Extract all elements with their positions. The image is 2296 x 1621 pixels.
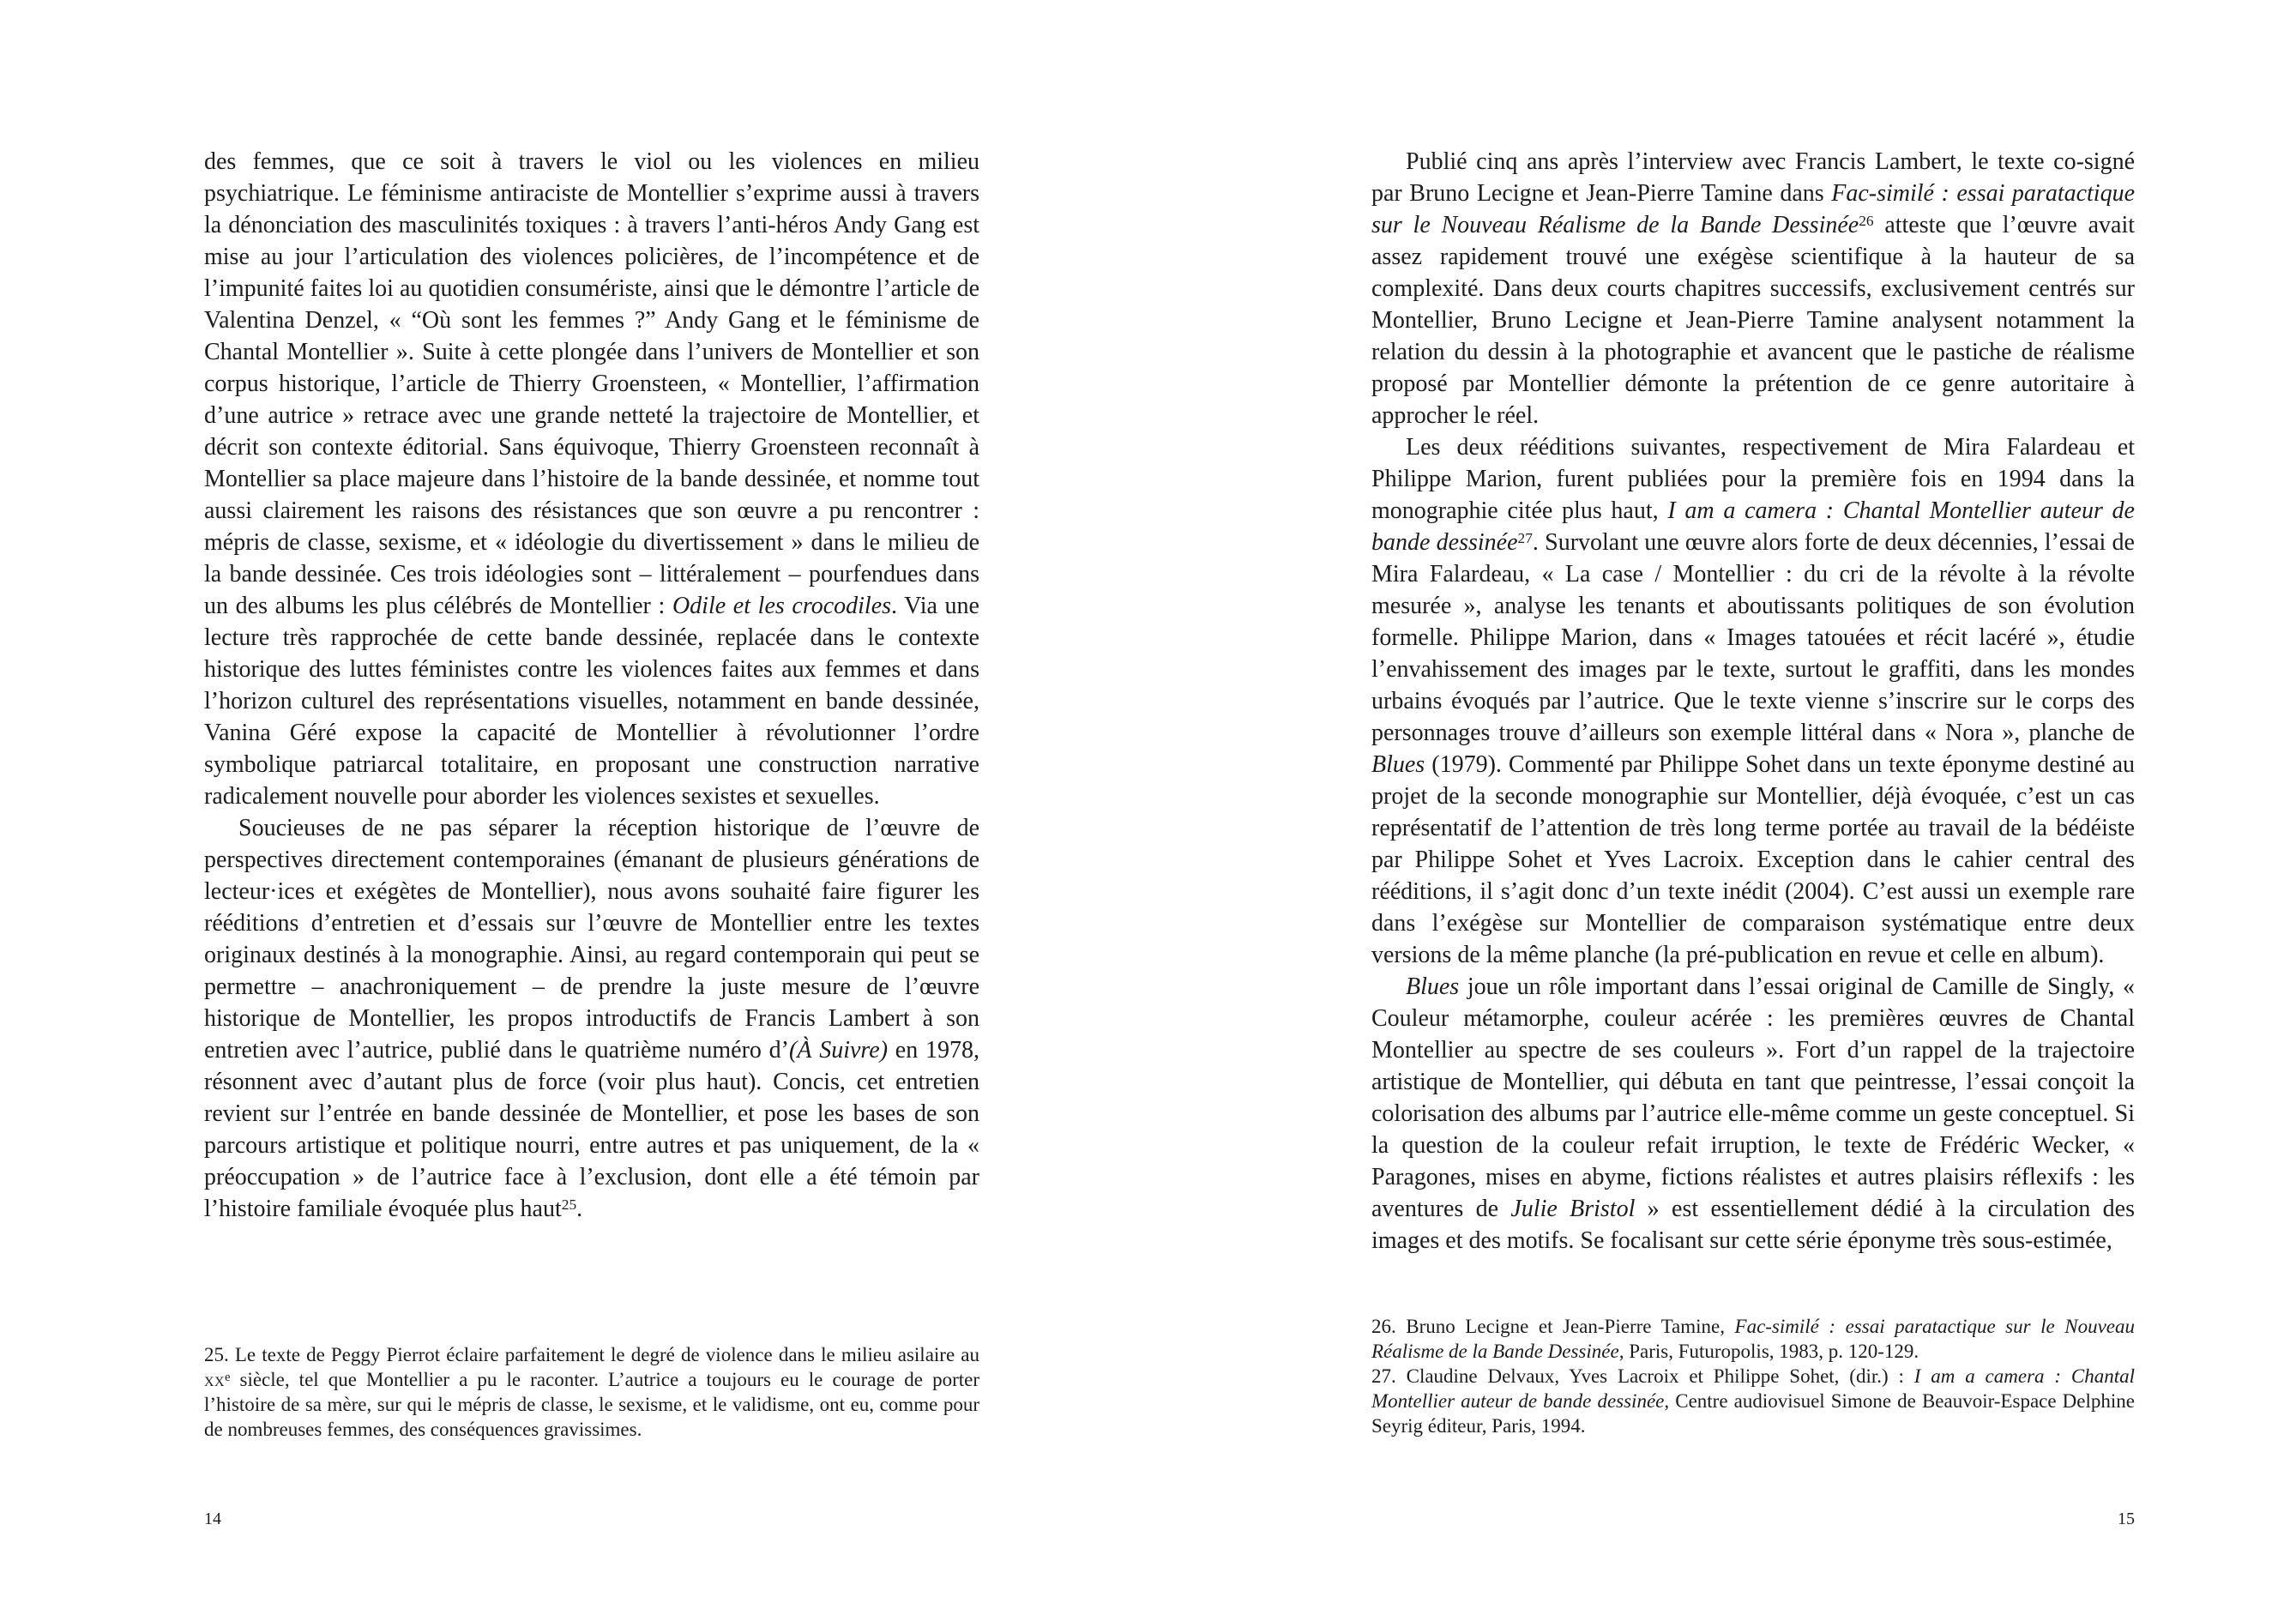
text-segment: . xyxy=(576,1196,583,1222)
page-right-body-text xyxy=(1371,146,2135,1256)
page-left-body-text xyxy=(204,146,979,1225)
text-segment: atteste que l’œuvre avait assez rapidement trouvé une exégèse scientifique à la hauteur de sa complexité. Dans deux courts chapitres successifs, exclusivement centrés sur Montellier, Bruno Lecigne et Jean-Pierre Tamine analysent notamment la relation du dessin à la photographie et avancent que le pastiche de réalisme proposé par Montellier démonte la prétention de ce genre autoritaire à approcher le réel. xyxy=(1371,212,2136,429)
text-segment: Fac-similé : essai paratactique sur le Nouveau Réalisme de la Bande Dessinée xyxy=(1371,180,2136,238)
text-segment: en 1978, résonnent avec d’autant plus de force (voir plus haut). Concis, cet entretien revient sur l’entrée en bande dessinée de Montellier, et pose les bases de son parcours artistique et politique nourri, entre autres et pas uniquement, de la « préoccupation » de l’autrice face à l’exclusion, dont elle a été témoin par l’histoire familiale évoquée plus haut xyxy=(204,1037,979,1222)
body-paragraph xyxy=(1371,431,2135,971)
page-right-footnotes xyxy=(1371,1314,2135,1438)
footnote xyxy=(204,1342,979,1442)
footnote xyxy=(1371,1364,2135,1438)
footnote-reference: e xyxy=(225,1370,231,1384)
text-segment: (À Suivre) xyxy=(789,1037,889,1064)
footnote-reference: 25 xyxy=(561,1196,577,1214)
text-segment: joue un rôle important dans l’essai original de Camille de Singly, « Couleur métamorphe, couleur acérée : les premières œuvres de Chantal Montellier au spectre de ses couleurs ». Fort d’un rappel de la trajectoire artistique de Montellier, qui débuta en tant que peintresse, l’essai conçoit la colorisation des albums par l’autrice elle-même comme un geste conceptuel. Si la question de la couleur refait irruption, le texte de Frédéric Wecker, « Paragones, mises en abyme, fictions réalistes et autres plaisirs réflexifs : les aventures de xyxy=(1371,973,2135,1222)
text-segment: I am a camera : Chantal Montellier auteur de bande dessinée, xyxy=(1371,1365,2136,1412)
text-segment: . Survolant une œuvre alors forte de deux décennies, l’essai de Mira Falardeau, « La case / Montellier : du cri de la révolte à la révolte mesurée », analyse les tenants et aboutissants politiques de son évolution formelle. Philippe Marion, dans « Images tatouées et récit lacéré », étudie l’envahissement des images par le texte, surtout le graffiti, dans les mondes urbains évoqués par l’autrice. Que le texte vienne s’inscrire sur le corps des personnages trouve d’ailleurs son exemple littéral dans « Nora », planche de xyxy=(1371,529,2135,746)
text-segment: Blues xyxy=(1406,973,1460,1000)
text-segment: » est essentiellement dédié à la circulation des images et des motifs. Se focalisant sur cette série éponyme très sous-estimée, xyxy=(1371,1196,2136,1254)
text-segment: Julie Bristol xyxy=(1510,1196,1636,1222)
text-segment: 25. Le texte de Peggy Pierrot éclaire parfaitement le degré de violence dans le milieu asilaire au xyxy=(204,1344,979,1365)
text-segment: xx xyxy=(204,1369,226,1390)
text-segment: Soucieuses de ne pas séparer la réception historique de l’œuvre de perspectives directement contemporaines (émanant de plusieurs générations de lecteur·ices et exégètes de Montellier), nous avons souhaité faire figurer les rééditions d’entretien et d’essais sur l’œuvre de Montellier entre les textes originaux destinés à la monographie. Ainsi, au regard contemporain qui peut se permettre – anachroniquement – de prendre la juste mesure de l’œuvre historique de Montellier, les propos introductifs de Francis Lambert à son entretien avec l’autrice, publié dans le quatrième numéro d’ xyxy=(204,815,979,1064)
text-segment: I am a camera : Chantal Montellier auteur de bande dessinée xyxy=(1371,497,2135,556)
page-right xyxy=(1148,0,2296,1621)
page-number-right: 15 xyxy=(2118,1510,2135,1528)
text-segment: des femmes, que ce soit à travers le viol ou les violences en milieu psychiatrique. Le féminisme antiraciste de Montellier s’exprime aussi à travers la dénonciation des masculinités toxiques : à travers l’anti-héros Andy Gang est mise au jour l’articulation des violences policières, de l’incompétence et de l’impunité faites loi au quotidien consumériste, ainsi que le démontre l’article de Valentina Denzel, « “Où sont les femmes ?” Andy Gang et le féminisme de Chantal Montellier ». Suite à cette plongée dans l’univers de Montellier et son corpus historique, l’article de Thierry Groensteen, « Montellier, l’affirmation d’une autrice » retrace avec une grande netteté la trajectoire de Montellier, et décrit son contexte éditorial. Sans équivoque, Thierry Groensteen reconnaît à Montellier sa place majeure dans l’histoire de la bande dessinée, et nomme tout aussi clairement les raisons des résistances que son œuvre a pu rencontrer : mépris de classe, sexisme, et « idéologie du divertissement » dans le milieu de la bande dessinée. Ces trois idéologies sont – littéralement – pourfendues dans un des albums les plus célébrés de Montellier : xyxy=(204,148,979,619)
text-segment: Publié cinq ans après l’interview avec Francis Lambert, le texte co-signé par Bruno Lecigne et Jean-Pierre Tamine dans xyxy=(1371,148,2135,207)
body-paragraph xyxy=(204,146,979,812)
text-segment: Les deux rééditions suivantes, respectivement de Mira Falardeau et Philippe Marion, furent publiées pour la première fois en 1994 dans la monographie citée plus haut, xyxy=(1371,434,2135,524)
footnote-reference: 27 xyxy=(1517,530,1533,547)
text-segment: . Via une lecture très rapprochée de cette bande dessinée, replacée dans le contexte historique des luttes féministes contre les violences faites aux femmes et dans l’horizon culturel des représentations visuelles, notamment en bande dessinée, Vanina Géré expose la capacité de Montellier à révolutionner l’ordre symbolique patriarcal totalitaire, en proposant une construction narrative radicalement nouvelle pour aborder les violences sexistes et sexuelles. xyxy=(204,593,979,810)
text-segment: Blues xyxy=(1371,751,1425,778)
text-segment: Fac-similé : essai paratactique sur le Nouveau Réalisme de la Bande Dessinée, xyxy=(1371,1316,2135,1362)
footnote-reference: 26 xyxy=(1859,213,1874,230)
text-segment: 27. Claudine Delvaux, Yves Lacroix et Philippe Sohet, (dir.) : xyxy=(1371,1365,1914,1387)
page-number-left: 14 xyxy=(204,1510,221,1528)
text-segment: Odile et les crocodiles xyxy=(672,593,892,619)
body-paragraph xyxy=(1371,146,2135,431)
body-paragraph xyxy=(1371,971,2135,1256)
body-paragraph xyxy=(204,812,979,1225)
footnote xyxy=(1371,1314,2135,1364)
text-segment: Centre audiovisuel Simone de Beauvoir-Espace Delphine Seyrig éditeur, Paris, 1994. xyxy=(1371,1390,2135,1437)
text-segment: siècle, tel que Montellier a pu le raconter. L’autrice a toujours eu le courage de porter l’histoire de sa mère, sur qui le mépris de classe, le sexisme, et le validisme, ont eu, comme pour de nombreuses femmes, des conséquences gravissimes. xyxy=(204,1369,979,1440)
text-segment: 26. Bruno Lecigne et Jean-Pierre Tamine, xyxy=(1371,1316,1735,1337)
text-segment: (1979). Commenté par Philippe Sohet dans un texte éponyme destiné au projet de la seconde monographie sur Montellier, déjà évoquée, c’est un cas représentatif de l’attention de très long terme portée au travail de la bédéiste par Philippe Sohet et Yves Lacroix. Exception dans le cahier central des rééditions, il s’agit donc d’un texte inédit (2004). C’est aussi un exemple rare dans l’exégèse sur Montellier de comparaison systématique entre deux versions de la même planche (la pré-publication en revue et celle en album). xyxy=(1371,751,2135,968)
page-left-footnotes xyxy=(204,1342,979,1442)
text-segment: Paris, Futuropolis, 1983, p. 120-129. xyxy=(1624,1341,1919,1362)
